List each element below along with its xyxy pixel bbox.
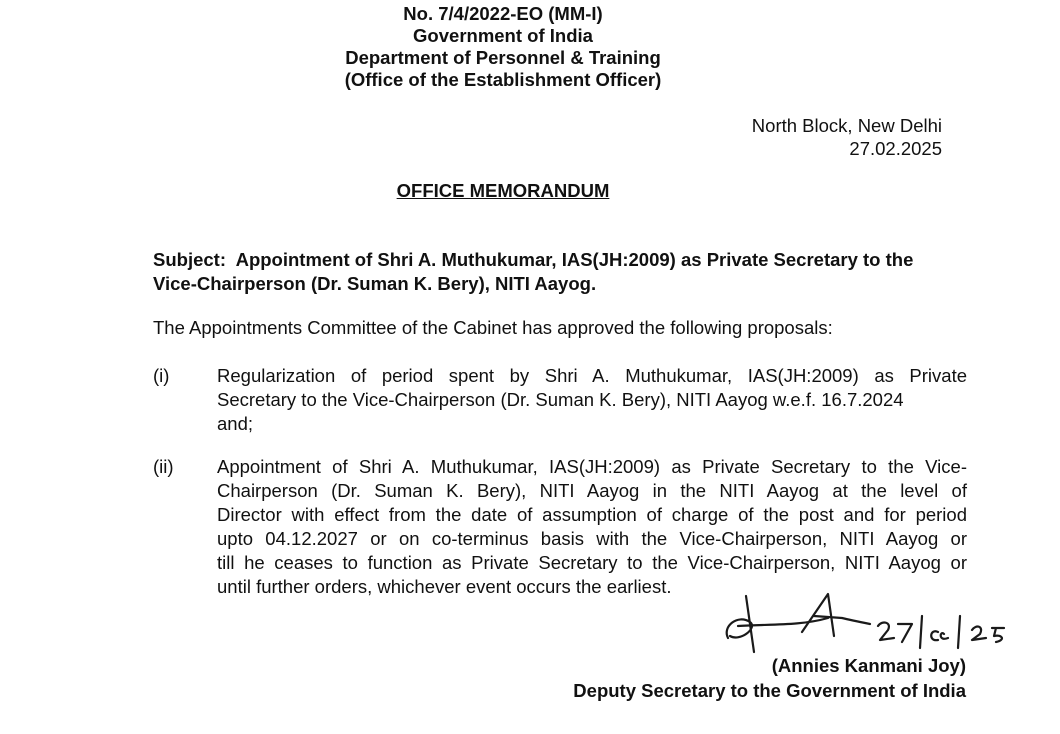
proposal-line: till he ceases to function as Private Secretary to the Vice-Chairperson, NITI Aayog or: [217, 552, 967, 573]
proposal-line: until further orders, whichever event occurs the earliest.: [217, 576, 672, 597]
place: North Block, New Delhi: [751, 115, 942, 136]
proposal-line: Secretary to the Vice-Chairperson (Dr. Suman K. Bery), NITI Aayog w.e.f. 16.7.2024: [217, 389, 904, 410]
handwritten-date: 27/02/25: [880, 642, 884, 643]
memo-title: OFFICE MEMORANDUM: [396, 180, 610, 201]
proposal-number-2: (ii): [153, 456, 174, 477]
subject: [153, 248, 983, 296]
proposal-line: Regularization of period spent by Shri A. Muthukumar, IAS(JH:2009) as Private: [217, 365, 967, 386]
office-line: (Office of the Establishment Officer): [344, 69, 662, 90]
proposal-line: upto 04.12.2027 or on co-terminus basis with the Vice-Chairperson, NITI Aayog or: [217, 528, 967, 549]
proposal-1: [217, 364, 967, 436]
date: 27.02.2025: [849, 138, 942, 159]
proposal-2: [217, 455, 967, 599]
subject-label: Subject:: [153, 249, 226, 270]
subject-line-1: Appointment of Shri A. Muthukumar, IAS(JH:2009) as Private Secretary to the: [235, 249, 914, 270]
proposal-line: and;: [217, 413, 254, 434]
proposal-line: Chairperson (Dr. Suman K. Bery), NITI Aayog in the NITI Aayog at the level of: [217, 480, 967, 501]
department-line: Department of Personnel & Training: [345, 47, 661, 68]
signatory-designation: Deputy Secretary to the Government of India: [573, 680, 966, 701]
signatory-name: (Annies Kanmani Joy): [771, 655, 966, 676]
file-number: No. 7/4/2022-EO (MM-I): [403, 3, 603, 24]
proposal-number-1: (i): [153, 365, 170, 386]
government-line: Government of India: [413, 25, 593, 46]
proposal-line: Appointment of Shri A. Muthukumar, IAS(JH:2009) as Private Secretary to the Vice-: [217, 456, 967, 477]
intro-text: The Appointments Committee of the Cabinet has approved the following proposals:: [153, 317, 833, 338]
proposal-line: Director with effect from the date of assumption of charge of the post and for period: [217, 504, 967, 525]
signature-image: [710, 586, 1030, 658]
subject-line-2: Vice-Chairperson (Dr. Suman K. Bery), NITI Aayog.: [153, 273, 597, 294]
